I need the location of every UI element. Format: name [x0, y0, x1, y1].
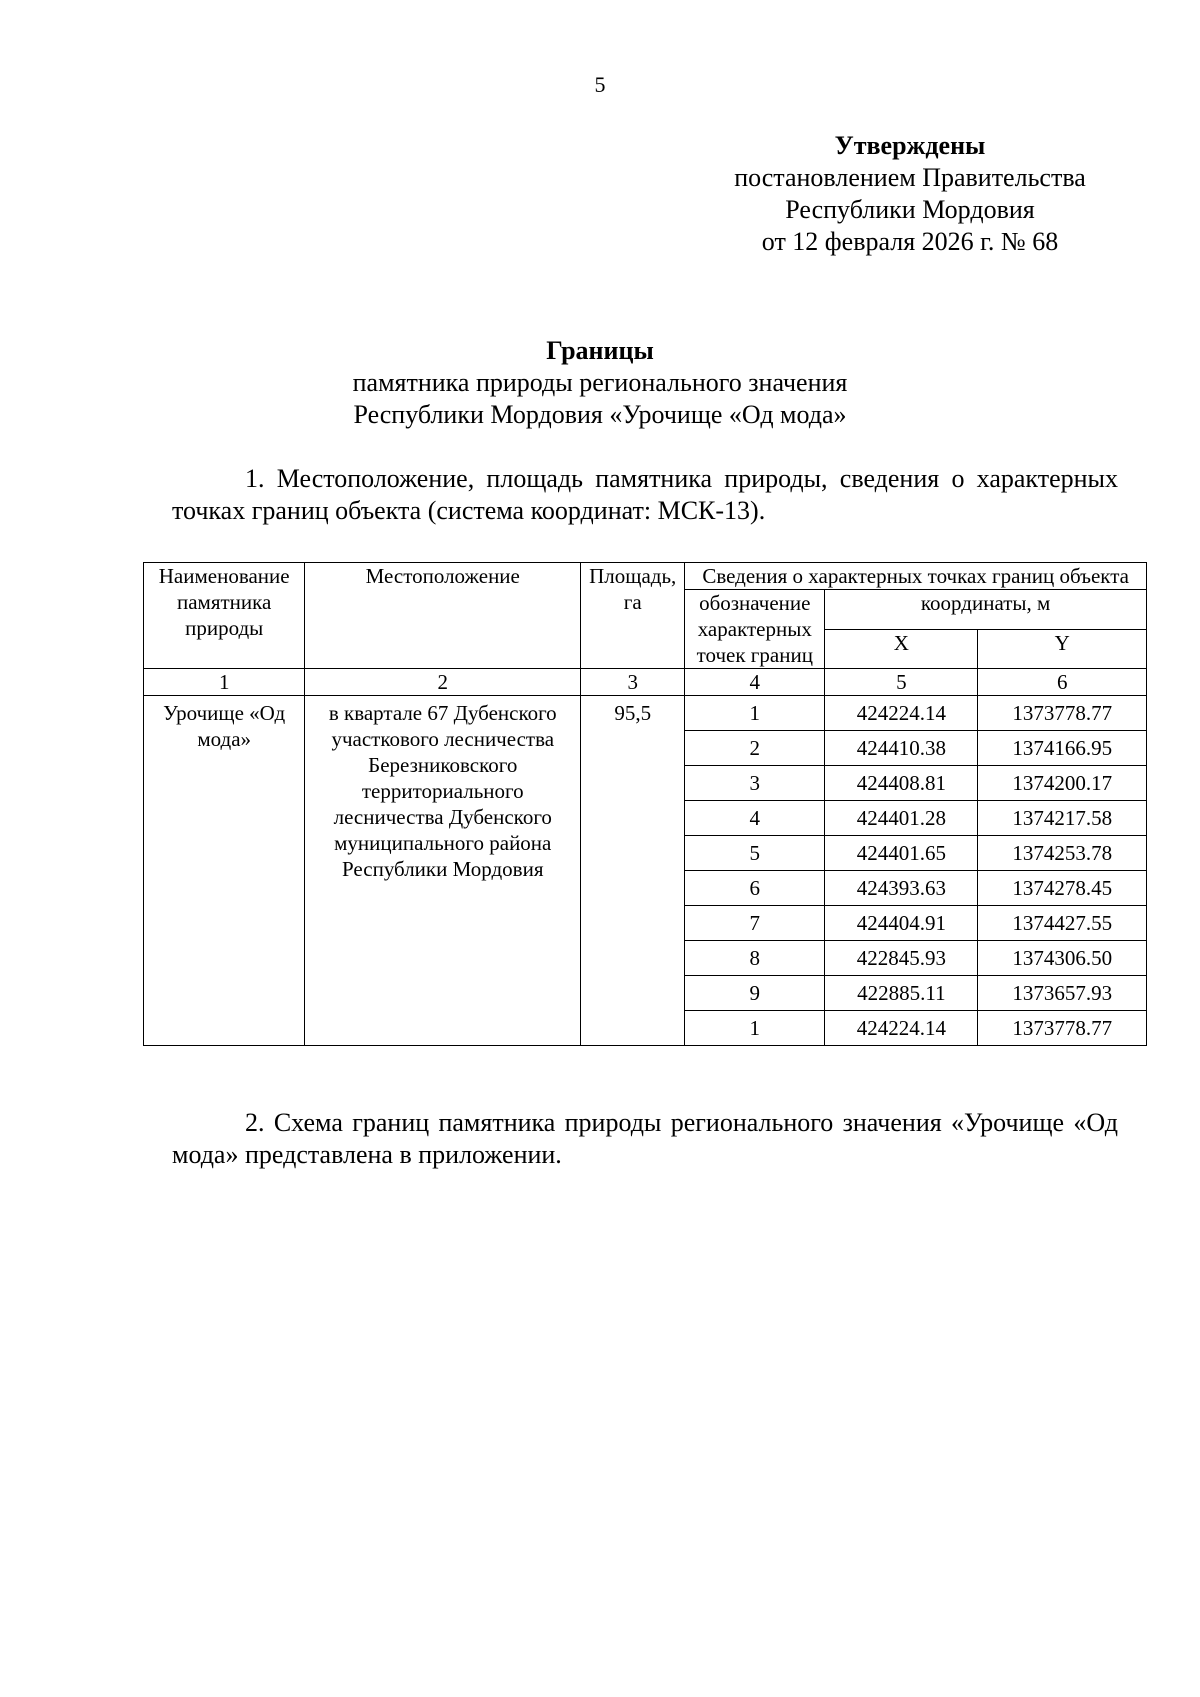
point-y: 1373778.77	[978, 696, 1147, 731]
header-location: Местоположение	[305, 563, 581, 669]
header-name: Наименование памятника природы	[144, 563, 305, 669]
header-area: Площадь, га	[581, 563, 685, 669]
header-coordinates: координаты, м	[825, 590, 1147, 630]
point-number: 4	[685, 801, 825, 836]
point-number: 5	[685, 836, 825, 871]
point-y: 1374200.17	[978, 766, 1147, 801]
point-x: 424410.38	[825, 731, 978, 766]
point-number: 1	[685, 696, 825, 731]
point-x: 424404.91	[825, 906, 978, 941]
approval-line: постановлением Правительства	[734, 163, 1086, 192]
approval-stamp	[700, 130, 1120, 258]
point-x: 424393.63	[825, 871, 978, 906]
paragraph-2: 2. Схема границ памятника природы регионального значения «Урочище «Од мода» представлена в приложении.	[172, 1108, 1118, 1169]
column-number: 6	[978, 669, 1147, 696]
table-row	[144, 696, 1147, 731]
column-number: 2	[305, 669, 581, 696]
point-x: 424224.14	[825, 696, 978, 731]
point-x: 424224.14	[825, 1011, 978, 1046]
page-number: 5	[594, 72, 606, 97]
boundaries-table	[143, 562, 1147, 1046]
point-x: 424401.65	[825, 836, 978, 871]
header-points-info: Сведения о характерных точках границ объекта	[685, 563, 1147, 590]
point-number: 2	[685, 731, 825, 766]
point-x: 422845.93	[825, 941, 978, 976]
object-name: Урочище «Од мода»	[144, 696, 305, 1046]
point-y: 1374253.78	[978, 836, 1147, 871]
column-number: 1	[144, 669, 305, 696]
point-y: 1374278.45	[978, 871, 1147, 906]
object-area: 95,5	[581, 696, 685, 1046]
point-number: 7	[685, 906, 825, 941]
approval-line: Республики Мордовия	[785, 195, 1035, 224]
point-number: 8	[685, 941, 825, 976]
point-number: 1	[685, 1011, 825, 1046]
header-y: Y	[978, 629, 1147, 669]
document-title	[0, 335, 1200, 431]
point-y: 1374166.95	[978, 731, 1147, 766]
point-number: 9	[685, 976, 825, 1011]
point-number: 6	[685, 871, 825, 906]
header-designation: обозначение характерных точек границ	[685, 590, 825, 669]
title-heading: Границы	[546, 336, 654, 365]
column-number: 5	[825, 669, 978, 696]
column-number: 4	[685, 669, 825, 696]
point-number: 3	[685, 766, 825, 801]
column-number: 3	[581, 669, 685, 696]
paragraph-1: 1. Местоположение, площадь памятника природы, сведения о характерных точках границ объекта (система координат: МСК-13).	[172, 464, 1118, 525]
object-location: в квартале 67 Дубенского участкового лесничества Березниковского территориального лесничества Дубенского муниципального района Республики Мордовия	[305, 696, 581, 1046]
point-x: 424408.81	[825, 766, 978, 801]
approval-heading: Утверждены	[834, 131, 986, 160]
point-y: 1374306.50	[978, 941, 1147, 976]
title-line: Республики Мордовия «Урочище «Од мода»	[353, 400, 847, 429]
header-x: X	[825, 629, 978, 669]
title-line: памятника природы регионального значения	[352, 368, 848, 397]
point-x: 424401.28	[825, 801, 978, 836]
point-y: 1374217.58	[978, 801, 1147, 836]
point-y: 1374427.55	[978, 906, 1147, 941]
approval-line: от 12 февраля 2026 г. № 68	[761, 227, 1059, 256]
point-y: 1373778.77	[978, 1011, 1147, 1046]
point-y: 1373657.93	[978, 976, 1147, 1011]
point-x: 422885.11	[825, 976, 978, 1011]
